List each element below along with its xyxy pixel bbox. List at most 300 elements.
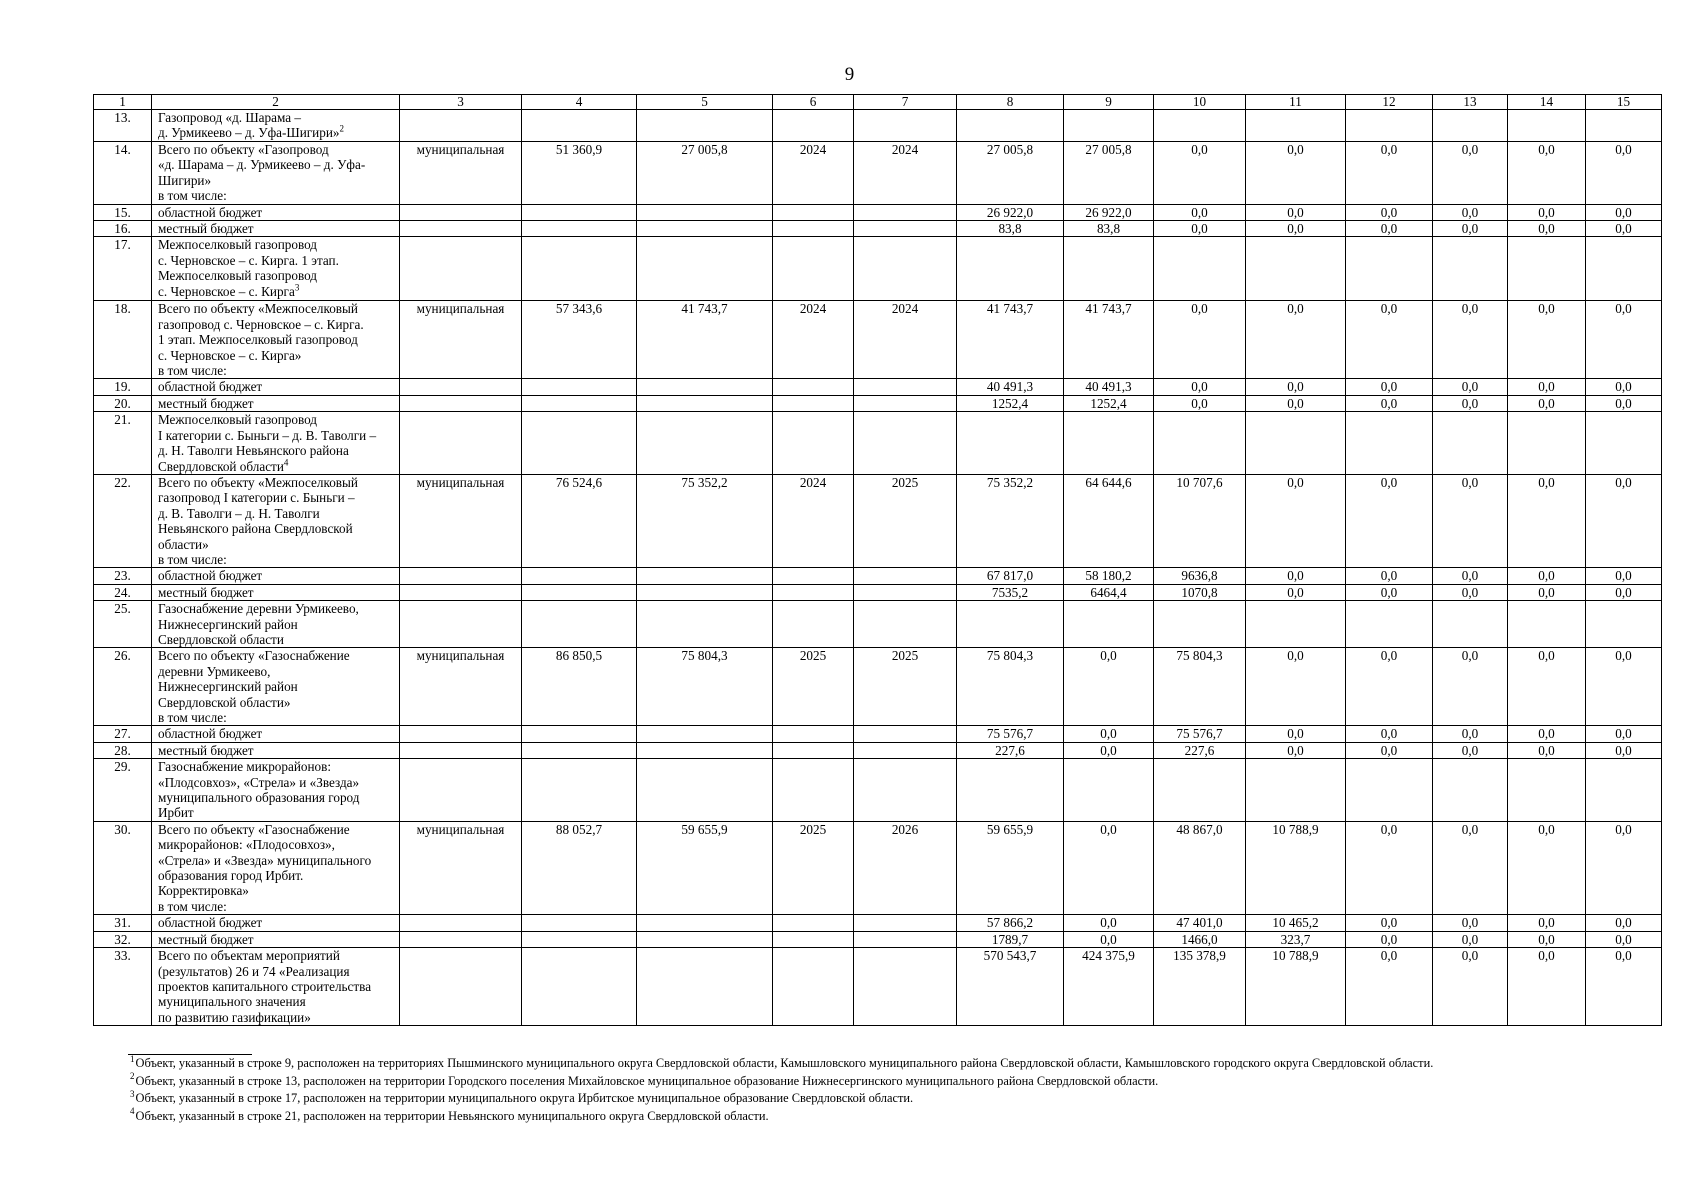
value-cell-8: 7535,2	[957, 584, 1064, 600]
value-cell-5: 75 804,3	[637, 648, 773, 726]
object-name-text: областной бюджет	[158, 726, 263, 742]
value-cell-15: 0,0	[1586, 568, 1662, 584]
value-cell-15: 0,0	[1586, 301, 1662, 379]
row-number-cell: 32.	[94, 931, 152, 947]
object-name-cell	[152, 474, 400, 567]
value-cell-8	[957, 412, 1064, 475]
value-cell-12	[1346, 759, 1433, 822]
value-cell-11	[1246, 601, 1346, 648]
value-cell-7: 2026	[854, 821, 957, 914]
footnote	[130, 1055, 1670, 1073]
column-number-cell: 14	[1508, 95, 1586, 110]
value-cell-9: 40 491,3	[1064, 379, 1154, 395]
value-cell-10	[1154, 110, 1246, 142]
ownership-cell: муниципальная	[400, 301, 522, 379]
object-name-cell	[152, 584, 400, 600]
ownership-cell	[400, 237, 522, 301]
column-number-cell: 3	[400, 95, 522, 110]
object-name-text: Межпоселковый газопровод I категории с. Быньги – д. В. Таволги – д. Н. Таволги Невьянского района Свердловской области	[158, 412, 377, 474]
ownership-cell	[400, 931, 522, 947]
column-number-cell: 4	[522, 95, 637, 110]
column-number-cell: 7	[854, 95, 957, 110]
value-cell-15: 0,0	[1586, 726, 1662, 742]
ownership-cell: муниципальная	[400, 821, 522, 914]
value-cell-9	[1064, 759, 1154, 822]
value-cell-5: 27 005,8	[637, 142, 773, 205]
value-cell-8: 75 576,7	[957, 726, 1064, 742]
value-cell-14	[1508, 759, 1586, 822]
object-name-text: местный бюджет	[158, 221, 254, 237]
object-name-cell	[152, 412, 400, 475]
value-cell-14: 0,0	[1508, 474, 1586, 567]
value-cell-6	[773, 395, 854, 411]
value-cell-13: 0,0	[1433, 395, 1508, 411]
table-row	[94, 204, 1662, 220]
value-cell-4: 86 850,5	[522, 648, 637, 726]
footnote	[130, 1108, 1670, 1126]
value-cell-4	[522, 931, 637, 947]
value-cell-6	[773, 584, 854, 600]
value-cell-5: 75 352,2	[637, 474, 773, 567]
value-cell-13	[1433, 601, 1508, 648]
table-row	[94, 915, 1662, 931]
value-cell-13: 0,0	[1433, 948, 1508, 1026]
value-cell-11: 10 788,9	[1246, 948, 1346, 1026]
value-cell-15	[1586, 412, 1662, 475]
value-cell-15: 0,0	[1586, 474, 1662, 567]
value-cell-13	[1433, 759, 1508, 822]
value-cell-10: 227,6	[1154, 742, 1246, 758]
value-cell-7: 2025	[854, 474, 957, 567]
value-cell-13: 0,0	[1433, 379, 1508, 395]
column-number-cell: 9	[1064, 95, 1154, 110]
value-cell-5: 59 655,9	[637, 821, 773, 914]
value-cell-7: 2024	[854, 301, 957, 379]
column-number-cell: 11	[1246, 95, 1346, 110]
object-name-text: Газоснабжение микрорайонов: «Плодсовхоз», «Стрела» и «Звезда» муниципального образования город Ирбит	[158, 759, 360, 821]
object-name-cell	[152, 568, 400, 584]
ownership-cell	[400, 395, 522, 411]
object-name-text: Всего по объекту «Межпоселковый газопровод I категории с. Быньги – д. В. Таволги – д. Н. Таволги Невьянского района Свердловской области» в том числе:	[158, 474, 358, 567]
value-cell-10: 0,0	[1154, 221, 1246, 237]
value-cell-5	[637, 726, 773, 742]
ownership-cell	[400, 568, 522, 584]
column-number-cell: 1	[94, 95, 152, 110]
value-cell-7	[854, 221, 957, 237]
object-name-cell	[152, 931, 400, 947]
value-cell-5	[637, 601, 773, 648]
value-cell-7	[854, 379, 957, 395]
object-name-text: местный бюджет	[158, 584, 254, 600]
value-cell-11: 323,7	[1246, 931, 1346, 947]
column-number-cell: 15	[1586, 95, 1662, 110]
value-cell-4: 88 052,7	[522, 821, 637, 914]
value-cell-4	[522, 601, 637, 648]
value-cell-5	[637, 395, 773, 411]
value-cell-10: 75 804,3	[1154, 648, 1246, 726]
value-cell-13: 0,0	[1433, 142, 1508, 205]
footnote	[130, 1090, 1670, 1108]
value-cell-15: 0,0	[1586, 948, 1662, 1026]
table-body	[94, 95, 1662, 1026]
value-cell-5	[637, 568, 773, 584]
object-name-cell	[152, 759, 400, 822]
value-cell-11: 10 465,2	[1246, 915, 1346, 931]
value-cell-6	[773, 915, 854, 931]
value-cell-6	[773, 110, 854, 142]
ownership-cell: муниципальная	[400, 474, 522, 567]
value-cell-4	[522, 726, 637, 742]
value-cell-6	[773, 412, 854, 475]
value-cell-7	[854, 915, 957, 931]
column-number-cell: 5	[637, 95, 773, 110]
value-cell-12: 0,0	[1346, 221, 1433, 237]
object-name-cell	[152, 726, 400, 742]
table-row	[94, 142, 1662, 205]
table-row	[94, 221, 1662, 237]
value-cell-10: 135 378,9	[1154, 948, 1246, 1026]
table-row	[94, 759, 1662, 822]
value-cell-10	[1154, 601, 1246, 648]
value-cell-12: 0,0	[1346, 474, 1433, 567]
value-cell-15: 0,0	[1586, 379, 1662, 395]
value-cell-4	[522, 204, 637, 220]
value-cell-4	[522, 742, 637, 758]
value-cell-4	[522, 237, 637, 301]
value-cell-6: 2024	[773, 142, 854, 205]
value-cell-10: 0,0	[1154, 395, 1246, 411]
value-cell-8: 570 543,7	[957, 948, 1064, 1026]
value-cell-13	[1433, 110, 1508, 142]
footnote-reference: 4	[283, 457, 289, 468]
value-cell-11: 0,0	[1246, 742, 1346, 758]
table-row	[94, 601, 1662, 648]
value-cell-12	[1346, 110, 1433, 142]
value-cell-11: 0,0	[1246, 474, 1346, 567]
row-number-cell: 30.	[94, 821, 152, 914]
table-row	[94, 726, 1662, 742]
ownership-cell: муниципальная	[400, 648, 522, 726]
value-cell-14: 0,0	[1508, 584, 1586, 600]
budget-table	[93, 94, 1662, 1026]
value-cell-15: 0,0	[1586, 742, 1662, 758]
object-name-text: Всего по объектам мероприятий (результатов) 26 и 74 «Реализация проектов капитального строительства муниципального значения по развитию газификации»	[158, 948, 372, 1025]
value-cell-8: 26 922,0	[957, 204, 1064, 220]
value-cell-12	[1346, 601, 1433, 648]
row-number-cell: 17.	[94, 237, 152, 301]
value-cell-5	[637, 412, 773, 475]
table-row	[94, 648, 1662, 726]
object-name-text: Всего по объекту «Газоснабжение микрорайонов: «Плодосовхоз», «Стрела» и «Звезда» муниципального образования город Ирбит. Корректировка» в том числе:	[158, 821, 372, 914]
value-cell-14	[1508, 110, 1586, 142]
value-cell-5	[637, 379, 773, 395]
value-cell-14: 0,0	[1508, 742, 1586, 758]
value-cell-10: 0,0	[1154, 301, 1246, 379]
row-number-cell: 16.	[94, 221, 152, 237]
object-name-text: Всего по объекту «Газопровод «д. Шарама – д. Урмикеево – д. Уфа- Шигири» в том числе:	[158, 142, 366, 204]
value-cell-8: 227,6	[957, 742, 1064, 758]
value-cell-5	[637, 948, 773, 1026]
value-cell-12	[1346, 412, 1433, 475]
value-cell-13: 0,0	[1433, 931, 1508, 947]
value-cell-10	[1154, 759, 1246, 822]
value-cell-5	[637, 221, 773, 237]
object-name-cell	[152, 379, 400, 395]
value-cell-5	[637, 237, 773, 301]
value-cell-6	[773, 726, 854, 742]
column-number-cell: 2	[152, 95, 400, 110]
value-cell-12: 0,0	[1346, 648, 1433, 726]
value-cell-7	[854, 584, 957, 600]
value-cell-9	[1064, 412, 1154, 475]
object-name-cell	[152, 395, 400, 411]
value-cell-14: 0,0	[1508, 568, 1586, 584]
value-cell-6	[773, 204, 854, 220]
value-cell-8: 27 005,8	[957, 142, 1064, 205]
value-cell-8	[957, 601, 1064, 648]
value-cell-12: 0,0	[1346, 379, 1433, 395]
value-cell-10: 1466,0	[1154, 931, 1246, 947]
value-cell-12: 0,0	[1346, 821, 1433, 914]
value-cell-9: 1252,4	[1064, 395, 1154, 411]
value-cell-15: 0,0	[1586, 648, 1662, 726]
value-cell-6: 2024	[773, 301, 854, 379]
value-cell-6	[773, 931, 854, 947]
value-cell-6	[773, 221, 854, 237]
value-cell-10: 1070,8	[1154, 584, 1246, 600]
table-row	[94, 948, 1662, 1026]
value-cell-7	[854, 568, 957, 584]
value-cell-11: 0,0	[1246, 379, 1346, 395]
value-cell-9: 83,8	[1064, 221, 1154, 237]
value-cell-14: 0,0	[1508, 915, 1586, 931]
value-cell-8: 75 804,3	[957, 648, 1064, 726]
object-name-cell	[152, 601, 400, 648]
value-cell-12: 0,0	[1346, 584, 1433, 600]
value-cell-6	[773, 237, 854, 301]
object-name-cell	[152, 221, 400, 237]
value-cell-12: 0,0	[1346, 568, 1433, 584]
value-cell-7	[854, 237, 957, 301]
value-cell-14: 0,0	[1508, 648, 1586, 726]
row-number-cell: 23.	[94, 568, 152, 584]
value-cell-11	[1246, 110, 1346, 142]
value-cell-8: 40 491,3	[957, 379, 1064, 395]
value-cell-13: 0,0	[1433, 204, 1508, 220]
column-number-cell: 8	[957, 95, 1064, 110]
value-cell-13: 0,0	[1433, 821, 1508, 914]
value-cell-8: 83,8	[957, 221, 1064, 237]
footnote-mark: 1	[130, 1053, 135, 1064]
value-cell-6	[773, 759, 854, 822]
ownership-cell	[400, 601, 522, 648]
value-cell-15: 0,0	[1586, 142, 1662, 205]
ownership-cell	[400, 412, 522, 475]
value-cell-5	[637, 931, 773, 947]
value-cell-10: 75 576,7	[1154, 726, 1246, 742]
value-cell-13: 0,0	[1433, 221, 1508, 237]
footnote-mark: 3	[130, 1088, 135, 1099]
value-cell-4	[522, 584, 637, 600]
value-cell-6	[773, 601, 854, 648]
value-cell-7	[854, 726, 957, 742]
value-cell-13: 0,0	[1433, 568, 1508, 584]
row-number-cell: 28.	[94, 742, 152, 758]
value-cell-7: 2024	[854, 142, 957, 205]
object-name-text: Всего по объекту «Межпоселковый газопровод с. Черновское – с. Кирга. 1 этап. Межпоселковый газопровод с. Черновское – с. Кирга» в том числе:	[158, 301, 364, 379]
value-cell-14: 0,0	[1508, 726, 1586, 742]
value-cell-9: 6464,4	[1064, 584, 1154, 600]
value-cell-4: 76 524,6	[522, 474, 637, 567]
value-cell-8	[957, 110, 1064, 142]
value-cell-10: 10 707,6	[1154, 474, 1246, 567]
value-cell-4: 57 343,6	[522, 301, 637, 379]
value-cell-14: 0,0	[1508, 395, 1586, 411]
value-cell-6: 2024	[773, 474, 854, 567]
row-number-cell: 27.	[94, 726, 152, 742]
value-cell-7	[854, 204, 957, 220]
value-cell-8: 67 817,0	[957, 568, 1064, 584]
ownership-cell	[400, 948, 522, 1026]
value-cell-7: 2025	[854, 648, 957, 726]
value-cell-12: 0,0	[1346, 301, 1433, 379]
ownership-cell	[400, 742, 522, 758]
value-cell-11	[1246, 412, 1346, 475]
value-cell-8: 1789,7	[957, 931, 1064, 947]
value-cell-13: 0,0	[1433, 915, 1508, 931]
row-number-cell: 25.	[94, 601, 152, 648]
value-cell-15: 0,0	[1586, 395, 1662, 411]
value-cell-5	[637, 584, 773, 600]
value-cell-15	[1586, 601, 1662, 648]
value-cell-5	[637, 742, 773, 758]
value-cell-13: 0,0	[1433, 584, 1508, 600]
value-cell-8	[957, 237, 1064, 301]
value-cell-8: 59 655,9	[957, 821, 1064, 914]
value-cell-7	[854, 601, 957, 648]
row-number-cell: 33.	[94, 948, 152, 1026]
value-cell-12: 0,0	[1346, 395, 1433, 411]
value-cell-9: 0,0	[1064, 821, 1154, 914]
value-cell-11	[1246, 759, 1346, 822]
value-cell-10: 0,0	[1154, 204, 1246, 220]
object-name-cell	[152, 301, 400, 379]
value-cell-6	[773, 948, 854, 1026]
value-cell-5	[637, 915, 773, 931]
object-name-text: Межпоселковый газопровод с. Черновское – с. Кирга. 1 этап. Межпоселковый газопровод с. Черновское – с. Кирга	[158, 237, 339, 299]
table-row	[94, 301, 1662, 379]
value-cell-9: 0,0	[1064, 648, 1154, 726]
value-cell-11	[1246, 237, 1346, 301]
footnote-reference: 3	[294, 282, 300, 293]
row-number-cell: 24.	[94, 584, 152, 600]
value-cell-11: 0,0	[1246, 142, 1346, 205]
value-cell-9: 0,0	[1064, 931, 1154, 947]
value-cell-14	[1508, 412, 1586, 475]
value-cell-8: 75 352,2	[957, 474, 1064, 567]
value-cell-12: 0,0	[1346, 142, 1433, 205]
value-cell-7	[854, 948, 957, 1026]
row-number-cell: 26.	[94, 648, 152, 726]
column-number-cell: 6	[773, 95, 854, 110]
value-cell-10: 47 401,0	[1154, 915, 1246, 931]
object-name-text: областной бюджет	[158, 568, 263, 584]
value-cell-4	[522, 395, 637, 411]
value-cell-11: 0,0	[1246, 204, 1346, 220]
object-name-text: Газопровод «д. Шарама – д. Урмикеево – д. Уфа-Шигири»	[158, 110, 340, 141]
footnote	[130, 1073, 1670, 1091]
object-name-cell	[152, 237, 400, 301]
ownership-cell: муниципальная	[400, 142, 522, 205]
value-cell-11: 0,0	[1246, 221, 1346, 237]
footnotes	[130, 1055, 1670, 1125]
ownership-cell	[400, 759, 522, 822]
value-cell-15: 0,0	[1586, 204, 1662, 220]
object-name-cell	[152, 948, 400, 1026]
value-cell-10: 0,0	[1154, 142, 1246, 205]
value-cell-15: 0,0	[1586, 221, 1662, 237]
value-cell-7	[854, 742, 957, 758]
value-cell-13	[1433, 412, 1508, 475]
value-cell-12: 0,0	[1346, 915, 1433, 931]
table-row	[94, 742, 1662, 758]
value-cell-14: 0,0	[1508, 204, 1586, 220]
ownership-cell	[400, 204, 522, 220]
value-cell-11: 0,0	[1246, 584, 1346, 600]
object-name-text: Газоснабжение деревни Урмикеево, Нижнесергинский район Свердловской области	[158, 601, 359, 647]
object-name-cell	[152, 821, 400, 914]
value-cell-13: 0,0	[1433, 648, 1508, 726]
footnote-reference: 2	[339, 124, 344, 135]
value-cell-14: 0,0	[1508, 142, 1586, 205]
value-cell-9: 0,0	[1064, 742, 1154, 758]
value-cell-8: 57 866,2	[957, 915, 1064, 931]
value-cell-6	[773, 379, 854, 395]
table-row	[94, 395, 1662, 411]
value-cell-7	[854, 412, 957, 475]
value-cell-5	[637, 110, 773, 142]
object-name-cell	[152, 110, 400, 142]
footnote-mark: 2	[130, 1071, 135, 1082]
value-cell-6	[773, 742, 854, 758]
value-cell-5	[637, 204, 773, 220]
ownership-cell	[400, 221, 522, 237]
value-cell-13: 0,0	[1433, 474, 1508, 567]
value-cell-5	[637, 759, 773, 822]
value-cell-15	[1586, 237, 1662, 301]
value-cell-9: 58 180,2	[1064, 568, 1154, 584]
value-cell-10: 0,0	[1154, 379, 1246, 395]
value-cell-8: 1252,4	[957, 395, 1064, 411]
column-number-row	[94, 95, 1662, 110]
object-name-text: Всего по объекту «Газоснабжение деревни Урмикеево, Нижнесергинский район Свердловской области» в том числе:	[158, 648, 350, 725]
row-number-cell: 14.	[94, 142, 152, 205]
table-row	[94, 821, 1662, 914]
value-cell-9: 64 644,6	[1064, 474, 1154, 567]
table-row	[94, 568, 1662, 584]
object-name-cell	[152, 648, 400, 726]
table-row	[94, 931, 1662, 947]
ownership-cell	[400, 379, 522, 395]
object-name-cell	[152, 742, 400, 758]
value-cell-9	[1064, 237, 1154, 301]
value-cell-7	[854, 395, 957, 411]
value-cell-4	[522, 915, 637, 931]
value-cell-14: 0,0	[1508, 821, 1586, 914]
table-row	[94, 474, 1662, 567]
value-cell-12: 0,0	[1346, 742, 1433, 758]
footnote-text: Объект, указанный в строке 13, расположен на территории Городского поселения Михайловское муниципальное образование Нижнесергинского муниципального района Свердловской области.	[135, 1073, 1159, 1088]
